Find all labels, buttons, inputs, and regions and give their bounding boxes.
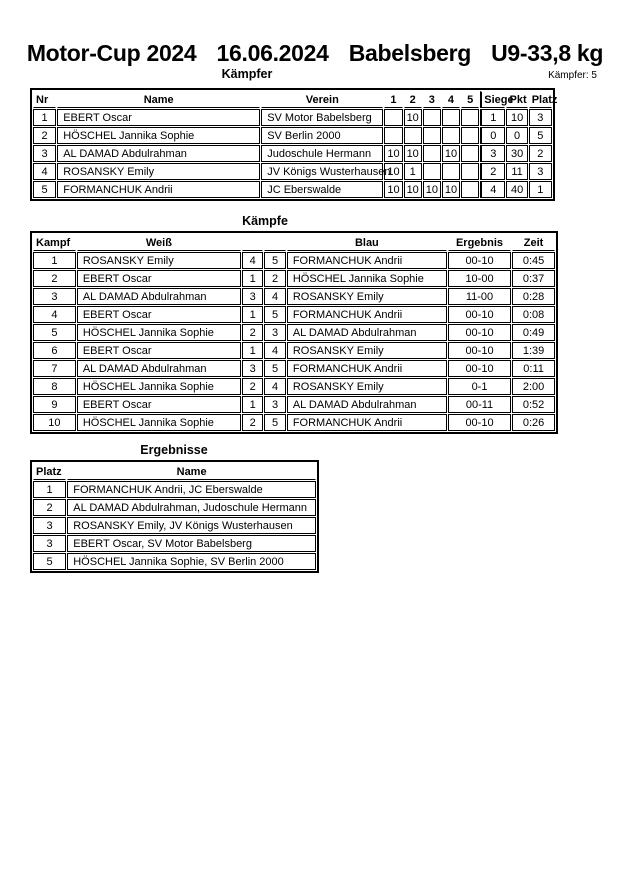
cell-r2: 1: [404, 163, 422, 180]
table-row: [33, 378, 555, 395]
event-date: 16.06.2024: [216, 40, 329, 66]
cell-kampf: 2: [33, 270, 76, 287]
cell-ergebnis: 10-00: [448, 270, 511, 287]
cell-blau: ROSANSKY Emily: [287, 288, 447, 305]
page-title: [0, 40, 630, 67]
cell-r2: [404, 127, 422, 144]
cell-r3: [423, 109, 441, 126]
cell-wb: 4: [264, 288, 285, 305]
cell-wb: 3: [264, 324, 285, 341]
cell-ergebnis: 11-00: [448, 288, 511, 305]
cell-siege: 3: [480, 145, 505, 162]
table-row: [33, 414, 555, 431]
weight-class: U9-33,8 kg: [491, 40, 604, 66]
cell-kampf: 8: [33, 378, 76, 395]
cell-blau: ROSANSKY Emily: [287, 342, 447, 359]
fighters-section-title: Kämpfer: [221, 67, 273, 81]
cell-wb: 5: [264, 360, 285, 377]
cell-wa: 2: [242, 324, 263, 341]
cell-r3: [423, 163, 441, 180]
cell-zeit: 0:11: [512, 360, 555, 377]
cell-r4: 10: [442, 145, 460, 162]
header-platz: Platz: [529, 91, 552, 108]
cell-verein: SV Motor Babelsberg: [261, 109, 383, 126]
header-round-4: 4: [442, 91, 460, 108]
cell-r4: [442, 163, 460, 180]
table-row: [33, 396, 555, 413]
cell-rname: HÖSCHEL Jannika Sophie, SV Berlin 2000: [67, 553, 316, 570]
header-name: Name: [57, 91, 260, 108]
table-row: [33, 145, 552, 162]
fighter-count-label: Kämpfer: 5: [548, 70, 597, 81]
table-row: [33, 342, 555, 359]
cell-nr: 3: [33, 145, 56, 162]
results-table: [30, 460, 319, 573]
cell-r5: [461, 109, 479, 126]
cell-pkt: 30: [506, 145, 527, 162]
cell-name: ROSANSKY Emily: [57, 163, 260, 180]
cell-r2: 10: [404, 181, 422, 198]
table-row: [33, 306, 555, 323]
cell-weiss: AL DAMAD Abdulrahman: [77, 288, 241, 305]
cell-wa: 1: [242, 270, 263, 287]
table-row: [33, 553, 316, 570]
header-kampf: Kampf: [33, 234, 76, 251]
cell-nr: 4: [33, 163, 56, 180]
table-row: [33, 324, 555, 341]
cell-blau: HÖSCHEL Jannika Sophie: [287, 270, 447, 287]
cell-wa: 3: [242, 360, 263, 377]
cell-wb: 5: [264, 252, 285, 269]
cell-verein: JV Königs Wusterhausen: [261, 163, 383, 180]
fighters-table: [30, 88, 558, 201]
cell-r1: 10: [384, 145, 402, 162]
cell-weiss: HÖSCHEL Jannika Sophie: [77, 414, 241, 431]
cell-kampf: 3: [33, 288, 76, 305]
header-ergebnis: Ergebnis: [448, 234, 511, 251]
cell-zeit: 0:45: [512, 252, 555, 269]
cell-blau: AL DAMAD Abdulrahman: [287, 324, 447, 341]
cell-blau: FORMANCHUK Andrii: [287, 306, 447, 323]
cell-name: HÖSCHEL Jannika Sophie: [57, 127, 260, 144]
cell-wa: 1: [242, 306, 263, 323]
cell-verein: JC Eberswalde: [261, 181, 383, 198]
table-row: [33, 163, 552, 180]
cell-platz: 2: [33, 499, 66, 516]
table-row: [33, 360, 555, 377]
cell-rname: ROSANSKY Emily, JV Königs Wusterhausen: [67, 517, 316, 534]
cell-platz: 3: [529, 109, 552, 126]
cell-kampf: 9: [33, 396, 76, 413]
cell-name: EBERT Oscar: [57, 109, 260, 126]
cell-nr: 5: [33, 181, 56, 198]
cell-weiss: HÖSCHEL Jannika Sophie: [77, 324, 241, 341]
cell-kampf: 7: [33, 360, 76, 377]
cell-r1: 10: [384, 181, 402, 198]
header-round-1: 1: [384, 91, 402, 108]
cell-name: AL DAMAD Abdulrahman: [57, 145, 260, 162]
cell-r2: 10: [404, 145, 422, 162]
cell-wb: 3: [264, 396, 285, 413]
cell-blau: AL DAMAD Abdulrahman: [287, 396, 447, 413]
results-section-title: Ergebnisse: [140, 443, 208, 457]
header-round-2: 2: [404, 91, 422, 108]
fighters-header-row: [33, 91, 552, 108]
cell-r1: [384, 109, 402, 126]
cell-zeit: 2:00: [512, 378, 555, 395]
cell-weiss: EBERT Oscar: [77, 396, 241, 413]
table-row: [33, 481, 316, 498]
event-name: Motor-Cup 2024: [26, 40, 197, 66]
cell-blau: FORMANCHUK Andrii: [287, 252, 447, 269]
cell-blau: FORMANCHUK Andrii: [287, 360, 447, 377]
cell-wb: 5: [264, 414, 285, 431]
cell-siege: 0: [480, 127, 505, 144]
cell-nr: 1: [33, 109, 56, 126]
cell-kampf: 10: [33, 414, 76, 431]
cell-siege: 1: [480, 109, 505, 126]
cell-wa: 2: [242, 414, 263, 431]
header-white-nr: [242, 234, 263, 251]
event-location: Babelsberg: [348, 40, 471, 66]
cell-wa: 4: [242, 252, 263, 269]
cell-pkt: 40: [506, 181, 527, 198]
cell-pkt: 11: [506, 163, 527, 180]
header-nr: Nr: [33, 91, 56, 108]
cell-wa: 1: [242, 396, 263, 413]
cell-ergebnis: 00-10: [448, 252, 511, 269]
table-row: [33, 252, 555, 269]
table-row: [33, 270, 555, 287]
table-row: [33, 535, 316, 552]
results-header-row: [33, 463, 316, 480]
header-result-platz: Platz: [33, 463, 66, 480]
cell-name: FORMANCHUK Andrii: [57, 181, 260, 198]
cell-weiss: EBERT Oscar: [77, 306, 241, 323]
cell-weiss: EBERT Oscar: [77, 270, 241, 287]
cell-kampf: 5: [33, 324, 76, 341]
cell-platz: 3: [33, 535, 66, 552]
header-blue-nr: [264, 234, 285, 251]
table-row: [33, 127, 552, 144]
cell-siege: 4: [480, 181, 505, 198]
cell-rname: AL DAMAD Abdulrahman, Judoschule Hermann: [67, 499, 316, 516]
table-row: [33, 517, 316, 534]
cell-r4: 10: [442, 181, 460, 198]
cell-platz: 3: [33, 517, 66, 534]
cell-weiss: HÖSCHEL Jannika Sophie: [77, 378, 241, 395]
cell-ergebnis: 0-1: [448, 378, 511, 395]
header-pkt: Pkt: [506, 91, 527, 108]
cell-pkt: 10: [506, 109, 527, 126]
cell-wb: 2: [264, 270, 285, 287]
cell-r5: [461, 163, 479, 180]
cell-ergebnis: 00-10: [448, 306, 511, 323]
cell-verein: Judoschule Hermann: [261, 145, 383, 162]
cell-wb: 4: [264, 378, 285, 395]
header-siege: Siege: [480, 91, 505, 108]
cell-ergebnis: 00-10: [448, 324, 511, 341]
header-zeit: Zeit: [512, 234, 555, 251]
cell-zeit: 0:26: [512, 414, 555, 431]
cell-r2: 10: [404, 109, 422, 126]
table-row: [33, 499, 316, 516]
cell-r3: 10: [423, 181, 441, 198]
cell-platz: 1: [33, 481, 66, 498]
cell-platz: 2: [529, 145, 552, 162]
bouts-header-row: [33, 234, 555, 251]
cell-wa: 3: [242, 288, 263, 305]
cell-ergebnis: 00-11: [448, 396, 511, 413]
table-row: [33, 181, 552, 198]
cell-zeit: 0:52: [512, 396, 555, 413]
cell-wb: 4: [264, 342, 285, 359]
header-weiss: Weiß: [77, 234, 241, 251]
header-blau: Blau: [287, 234, 447, 251]
header-round-3: 3: [423, 91, 441, 108]
cell-wa: 2: [242, 378, 263, 395]
cell-platz: 5: [33, 553, 66, 570]
cell-zeit: 0:28: [512, 288, 555, 305]
cell-zeit: 0:08: [512, 306, 555, 323]
cell-r3: [423, 127, 441, 144]
cell-r4: [442, 127, 460, 144]
cell-platz: 3: [529, 163, 552, 180]
cell-zeit: 0:49: [512, 324, 555, 341]
cell-siege: 2: [480, 163, 505, 180]
cell-r3: [423, 145, 441, 162]
header-verein: Verein: [261, 91, 383, 108]
table-row: [33, 288, 555, 305]
cell-blau: ROSANSKY Emily: [287, 378, 447, 395]
cell-ergebnis: 00-10: [448, 360, 511, 377]
cell-r4: [442, 109, 460, 126]
cell-platz: 5: [529, 127, 552, 144]
cell-rname: FORMANCHUK Andrii, JC Eberswalde: [67, 481, 316, 498]
cell-r5: [461, 181, 479, 198]
cell-ergebnis: 00-10: [448, 342, 511, 359]
cell-verein: SV Berlin 2000: [261, 127, 383, 144]
cell-kampf: 6: [33, 342, 76, 359]
bouts-section-title: Kämpfe: [242, 214, 288, 228]
cell-nr: 2: [33, 127, 56, 144]
cell-kampf: 4: [33, 306, 76, 323]
header-result-name: Name: [67, 463, 316, 480]
cell-ergebnis: 00-10: [448, 414, 511, 431]
cell-weiss: EBERT Oscar: [77, 342, 241, 359]
cell-rname: EBERT Oscar, SV Motor Babelsberg: [67, 535, 316, 552]
cell-r5: [461, 127, 479, 144]
header-round-5: 5: [461, 91, 479, 108]
cell-zeit: 1:39: [512, 342, 555, 359]
cell-weiss: ROSANSKY Emily: [77, 252, 241, 269]
cell-blau: FORMANCHUK Andrii: [287, 414, 447, 431]
cell-r1: [384, 127, 402, 144]
cell-weiss: AL DAMAD Abdulrahman: [77, 360, 241, 377]
cell-pkt: 0: [506, 127, 527, 144]
cell-r5: [461, 145, 479, 162]
cell-zeit: 0:37: [512, 270, 555, 287]
bouts-table: [30, 231, 558, 434]
table-row: [33, 109, 552, 126]
cell-platz: 1: [529, 181, 552, 198]
cell-kampf: 1: [33, 252, 76, 269]
cell-r1: 10: [384, 163, 402, 180]
cell-wb: 5: [264, 306, 285, 323]
cell-wa: 1: [242, 342, 263, 359]
